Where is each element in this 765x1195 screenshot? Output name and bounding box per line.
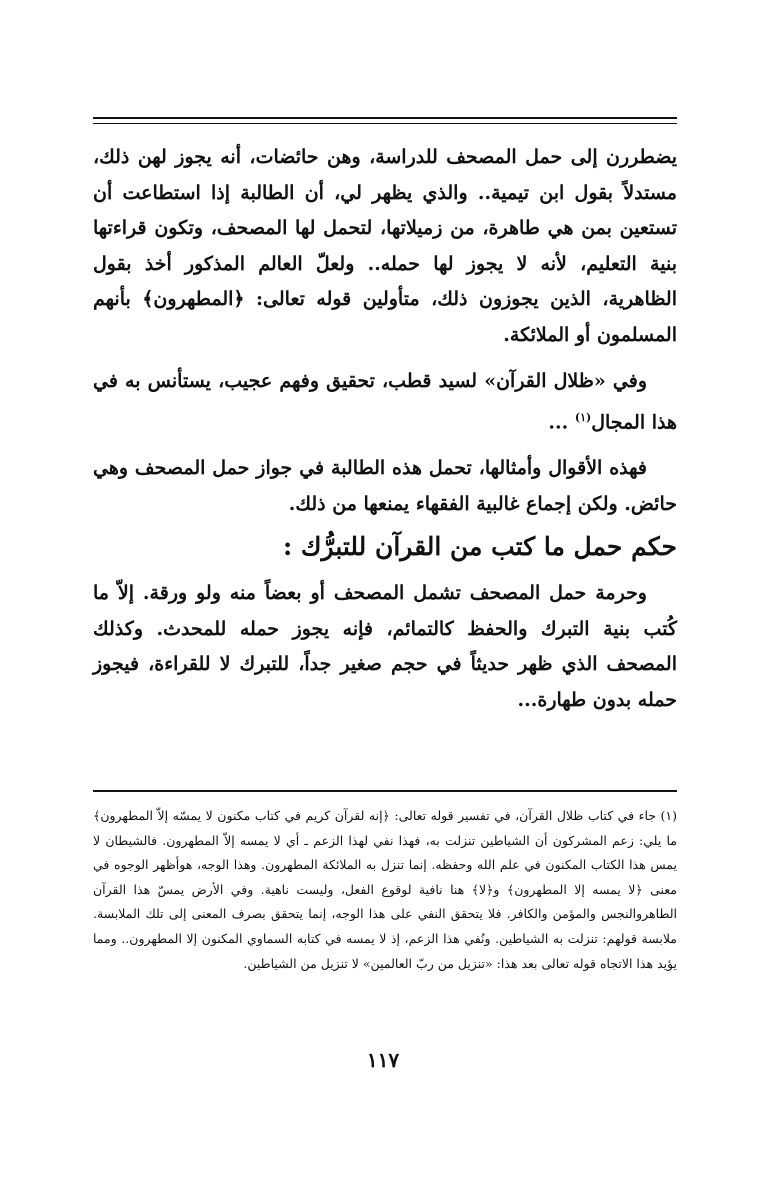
paragraph-2 xyxy=(93,364,677,440)
paragraph-2-text: وفي «ظلال القرآن» لسيد قطب، تحقيق وفهم عجيب، يستأنس به في هذا المجال xyxy=(93,370,677,433)
header-rule-thin xyxy=(93,123,677,124)
paragraph-1: يضطررن إلى حمل المصحف للدراسة، وهن حائضات، أنه يجوز لهن ذلك، مستدلاً بقول ابن تيمية.. والذي يظهر لي، أن الطالبة إذا استطاعت أن تستعين بمن هي طاهرة، من زميلاتها، لتحمل لها المصحف، وتكون قراءتها بنية التعليم، لأنه لا يجوز لها حمله.. ولعلّ العالم المذكور أخذ بقول الظاهرية، الذين يجوزون ذلك، متأولين قوله تعالى: ﴿المطهرون﴾ بأنهم المسلمون أو الملائكة. xyxy=(93,146,677,346)
paragraph-2-ellipsis: ... xyxy=(548,410,569,433)
main-text xyxy=(93,140,677,718)
header-rule-thick xyxy=(93,117,677,119)
footnote: (١) جاء في كتاب ظلال القرآن، في تفسير قوله تعالى: ﴿إنه لقرآن كريم في كتاب مكنون لا يمسّه إلاّ المطهرون﴾ ما يلي: زعم المشركون أن الشياطين تنزلت به، فهذا نفي لهذا الزعم ـ أي لا يمسه إلاّ المطهرون. فالشيطان لا يمس هذا الكتاب المكنون في علم الله وحفظه. إنما تنزل به الملائكة المطهرون. وهذا الوجه، هوأظهر الوجوه في معنى ﴿لا يمسه إلا المطهرون﴾ و﴿لا﴾ هنا نافية لوقوع الفعل، وليست ناهية. وفي الأرض يمسّ هذا القرآن الطاهروالنجس والمؤمن والكافر. فلا يتحقق النفي على هذا الوجه، إنما يتحقق بصرف المعنى إلى تلك الملابسة. ملابسة قولهم: تنزلت به الشياطين. ونُفي هذا الزعم، إذ لا يمسه في كتابه السماوي المكنون إلا المطهرون.. ومما يؤيد هذا الاتجاه قوله تعالى بعد هذا: «تنزيل من ربّ العالمين» لا تنزيل من الشياطين. xyxy=(93,808,677,971)
section-heading: حكم حمل ما كتب من القرآن للتبرُّك : xyxy=(282,532,677,562)
paragraph-4: وحرمة حمل المصحف تشمل المصحف أو بعضاً منه ولو ورقة. إلاّ ما كُتب بنية التبرك والحفظ كالتمائم، فإنه يجوز حمله للمحدث. وكذلك المصحف الذي ظهر حديثاً في حجم صغير جداً، للتبرك لا للقراءة، فيجوز حمله بدون طهارة... xyxy=(93,582,677,711)
page-number: ١١٧ xyxy=(366,1048,400,1072)
paragraph-3: فهذه الأقوال وأمثالها، تحمل هذه الطالبة في جواز حمل المصحف وهي حائض. ولكن إجماع غالبية الفقهاء يمنعها من ذلك. xyxy=(93,457,677,515)
footnote-ref: (١) xyxy=(574,410,592,424)
footnote-rule xyxy=(93,790,677,792)
